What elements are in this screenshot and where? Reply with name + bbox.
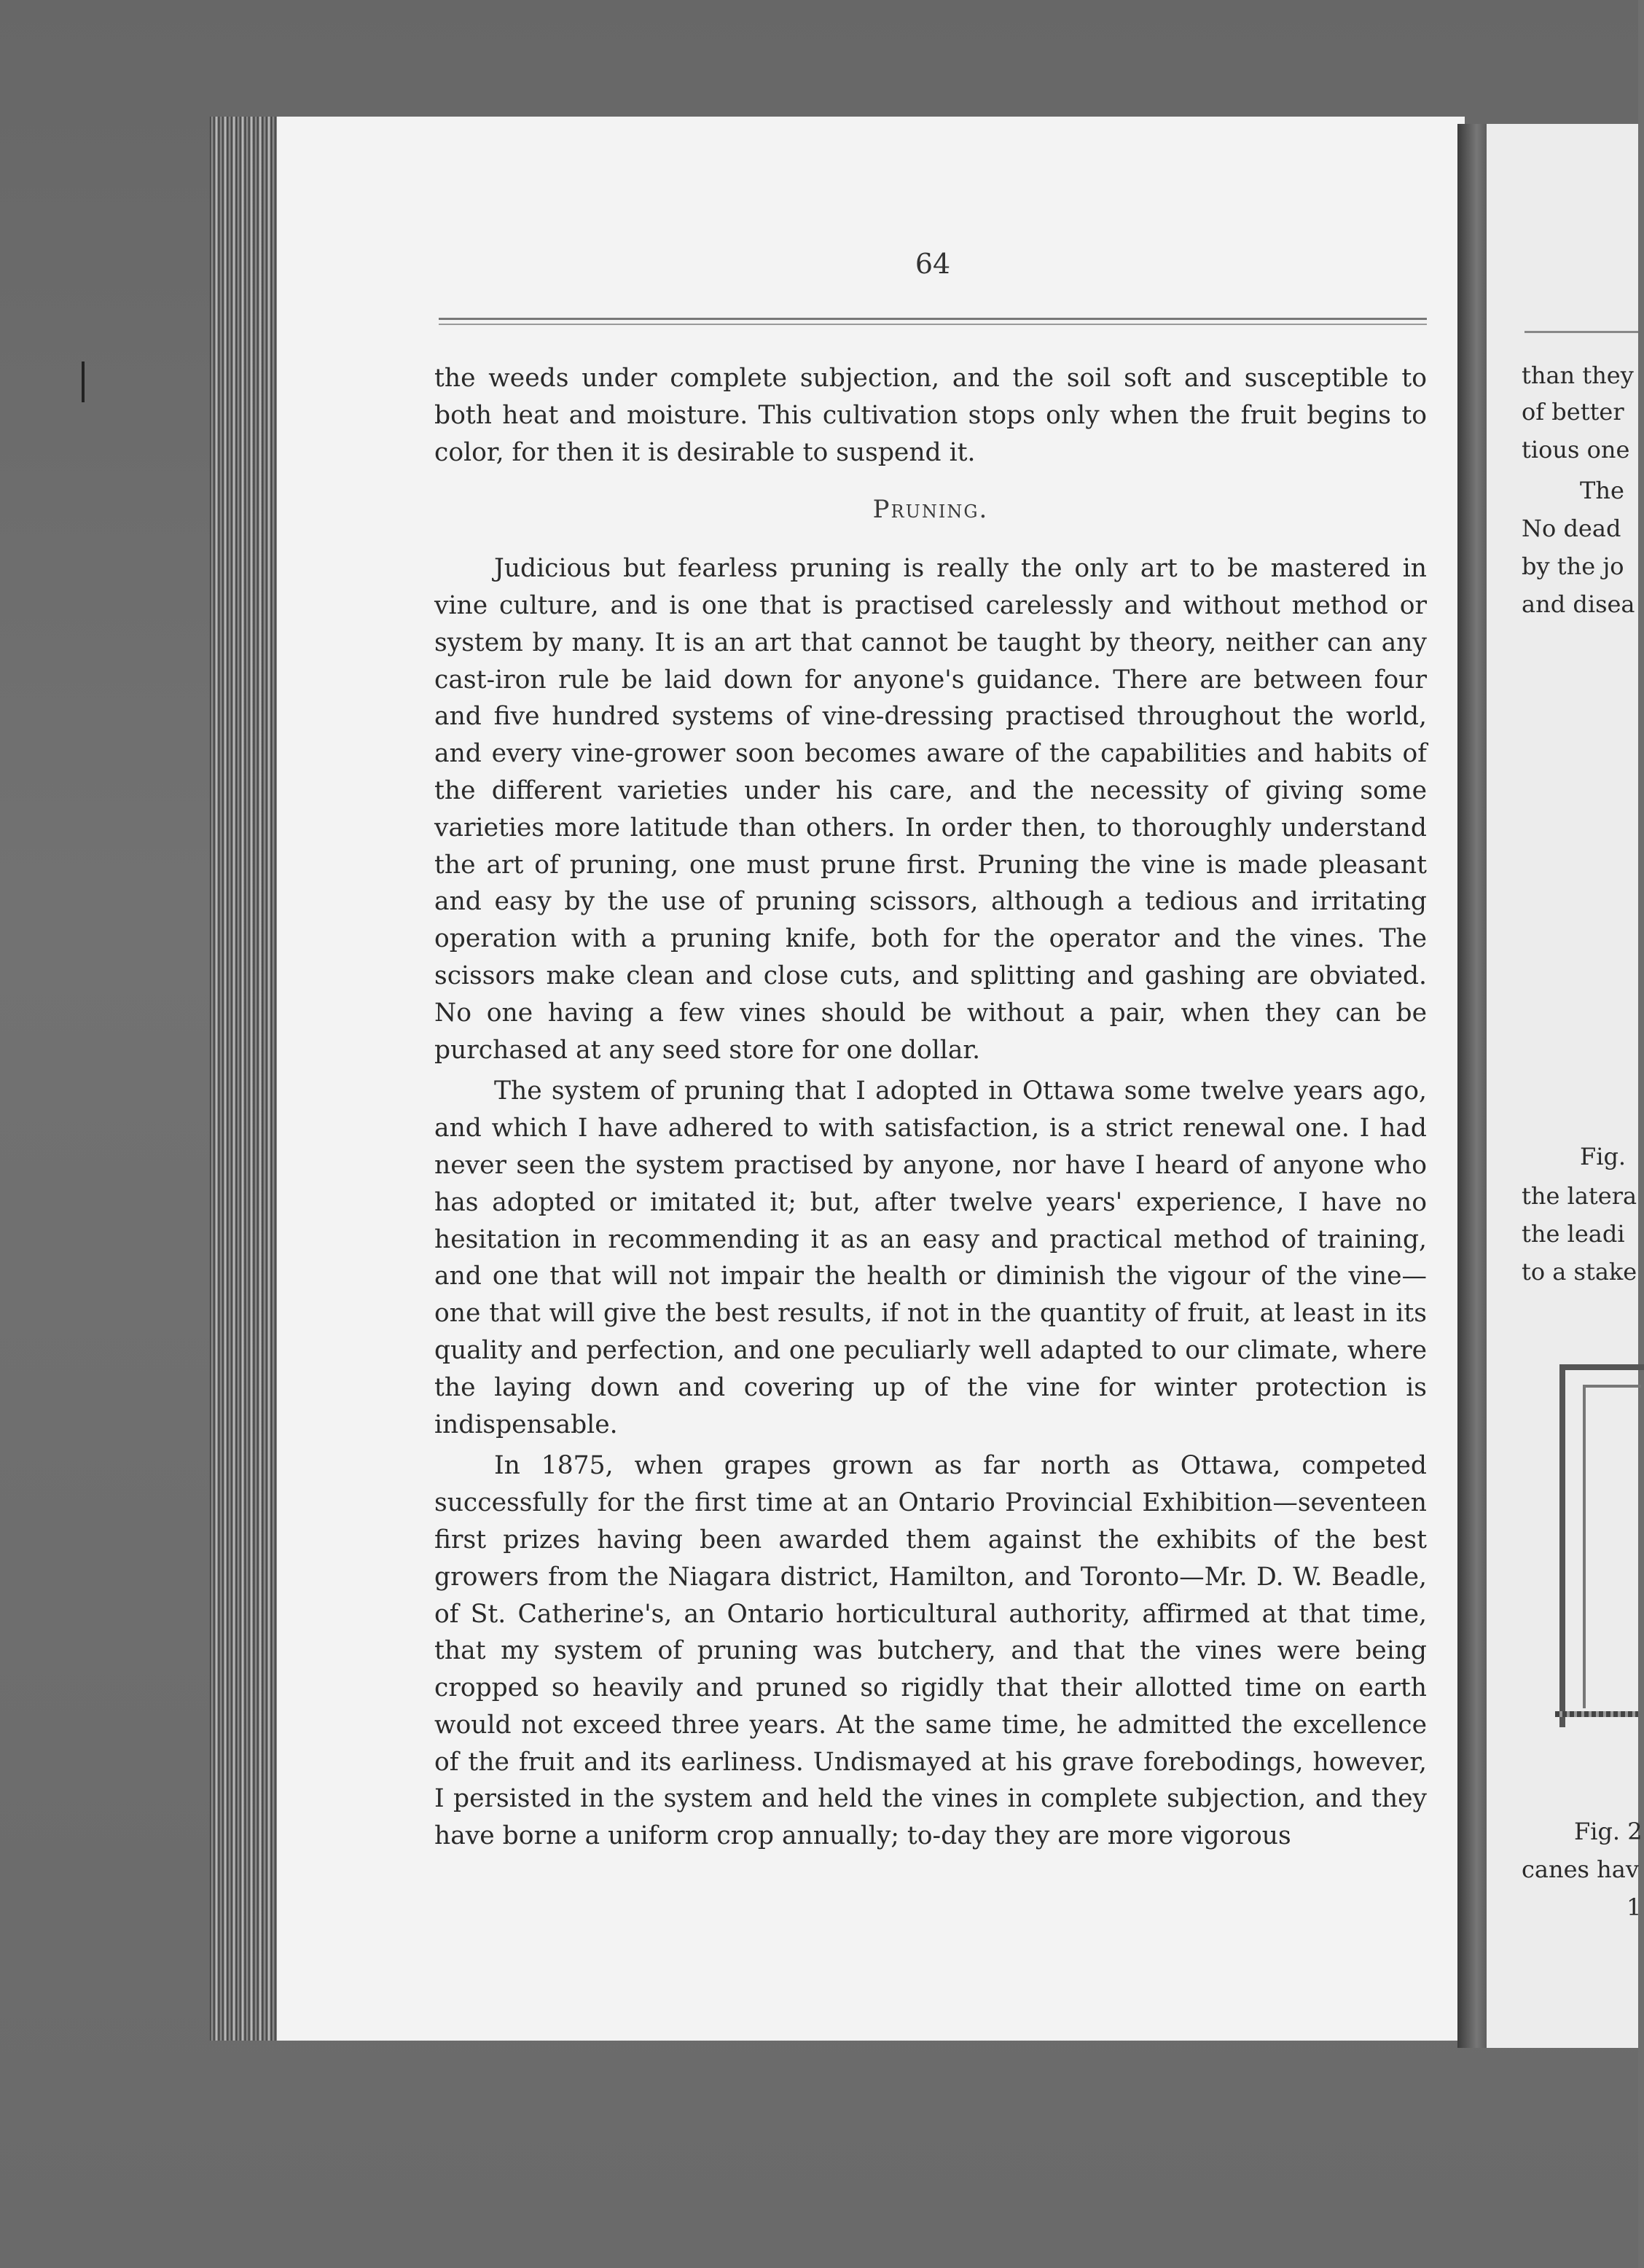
facing-text-line: by the jo bbox=[1522, 552, 1624, 580]
body-text bbox=[434, 360, 1427, 1855]
trellis-figure-post bbox=[1583, 1385, 1641, 1708]
paragraph-pruning-intro: Judicious but fearless pruning is really the only art to be mastered in vine culture, and is one that is practised carelessly and without method or system by many. It is an art that cannot be taught by theory, neither can any cast-iron rule be laid down for anyone's guidance. There are between four and five hundred systems of vine-dressing practised throughout the world, and every vine-grower soon becomes aware of the capabilities and habits of the different varieties under his care, and the necessity of giving some varieties more latitude than others. In order then, to thoroughly understand the art of pruning, one must prune first. Pruning the vine is made pleasant and easy by the use of pruning scissors, although a tedious and irritating operation with a pruning knife, both for the operator and the vines. The scissors make clean and close cuts, and splitting and gashing are obviated. No one having a few vines should be without a pair, when they can be purchased at any seed store for one dollar. bbox=[434, 554, 1427, 1065]
scan-mark bbox=[82, 361, 85, 402]
header-rule-thin bbox=[439, 324, 1427, 325]
facing-text-line: 1 bbox=[1627, 1893, 1642, 1921]
facing-figure-caption: Fig. bbox=[1580, 1143, 1627, 1170]
page-number: 64 bbox=[915, 248, 951, 280]
trellis-figure-ground bbox=[1555, 1711, 1638, 1717]
facing-figure-caption: Fig. 2 bbox=[1574, 1818, 1643, 1845]
book-gutter bbox=[1457, 124, 1490, 2048]
facing-text-line: tious one bbox=[1522, 436, 1630, 464]
paragraph-renewal-system: The system of pruning that I adopted in Ottawa some twelve years ago, and which I have adhered to with satisfaction, is a strict renewal one. I had never seen the system practised by anyone, nor have I heard of anyone who has adopted or imitated it; but, after twelve years' experience, I have no hesitation in recommending it as an easy and practical method of training, and one that will not impair the health or diminish the vigour of the vine—one that will give the best results, if not in the quantity of fruit, at least in its quality and perfection, and one peculiarly well adapted to our climate, where the laying down and covering up of the vine for winter protection is indispensable. bbox=[434, 1076, 1427, 1439]
header-rule bbox=[439, 318, 1427, 320]
facing-text-line: the leadi bbox=[1522, 1220, 1625, 1248]
paragraph-1875-exhibition: In 1875, when grapes grown as far north as Ottawa, competed successfully for the first time at an Ontario Provincial Exhibition—seventeen first prizes having been awarded them against the exhibits of the best growers from the Niagara district, Hamilton, and Toronto—Mr. D. W. Beadle, of St. Catherine's, an Ontario horticultural authority, affirmed at that time, that my system of pruning was butchery, and that the vines were being cropped so heavily and pruned so rigidly that their allotted time on earth would not exceed three years. At the same time, he admitted the excellence of the fruit and its earliness. Undismayed at his grave forebodings, however, I persisted in the system and held the vines in complete subjection, and they have borne a uniform crop annually; to-day they are more vigorous bbox=[434, 1451, 1427, 1851]
facing-text-line: of better bbox=[1522, 398, 1624, 426]
facing-text-line: to a stake bbox=[1522, 1258, 1637, 1286]
facing-text-line: the latera bbox=[1522, 1182, 1637, 1210]
section-heading: Pruning. bbox=[872, 495, 989, 525]
facing-text-line: The bbox=[1580, 477, 1624, 504]
facing-text-line: and disea bbox=[1522, 590, 1635, 618]
facing-text-line: canes hav bbox=[1522, 1856, 1639, 1883]
facing-text-line: No dead bbox=[1522, 515, 1621, 542]
facing-header-rule bbox=[1524, 331, 1638, 333]
facing-text-line: than they bbox=[1522, 361, 1634, 389]
paragraph-continuation: the weeds under complete subjection, and the soil soft and susceptible to both heat and moisture. This cultivation stops only when the fruit begins to color, for then it is desirable to suspend it. bbox=[434, 364, 1427, 467]
